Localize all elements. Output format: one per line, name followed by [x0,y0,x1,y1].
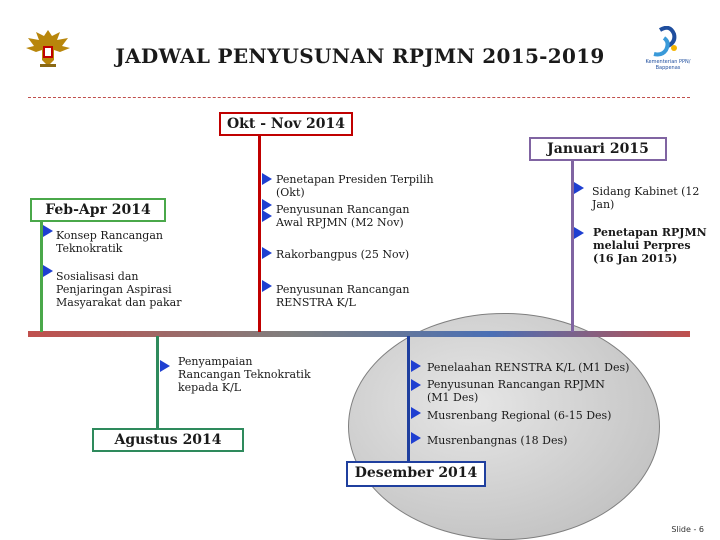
desember-item: Musrenbangnas (18 Des) [427,434,568,447]
arrow-icon [43,265,53,277]
okt-line [258,133,261,332]
desember-item: Penelaahan RENSTRA K/L (M1 Des) [427,361,630,374]
feb-item: Sosialisasi dan Penjaringan Aspirasi Masyarakat dan pakar [56,270,182,309]
title-divider [28,97,690,98]
arrow-icon [411,407,421,419]
arrow-icon [262,173,272,185]
arrow-icon [262,210,272,222]
desember-item: Musrenbang Regional (6-15 Des) [427,409,612,422]
bappenas-logo-text: Kementerian PPN/ Bappenas [645,59,691,71]
milestone-agustus: Agustus 2014 [92,428,244,452]
januari-item: Penetapan RPJMN melalui Perpres (16 Jan 2015) [593,226,707,265]
milestone-feb-apr: Feb-Apr 2014 [30,198,166,222]
arrow-icon [43,225,53,237]
arrow-icon [262,247,272,259]
page-title: JADWAL PENYUSUNAN RPJMN 2015-2019 [115,44,605,68]
okt-item: Penyusunan Rancangan RENSTRA K/L [276,283,410,309]
arrow-icon [574,227,584,239]
milestone-januari: Januari 2015 [529,137,667,161]
arrow-icon [411,432,421,444]
agustus-line [156,336,159,428]
arrow-icon [411,360,421,372]
januari-item: Sidang Kabinet (12 Jan) [592,185,700,211]
arrow-icon [160,360,170,372]
timeline-bar [28,331,690,337]
desember-line [407,336,410,461]
slide-number: Slide - 6 [671,525,704,534]
arrow-icon [574,182,584,194]
arrow-icon [262,280,272,292]
arrow-icon [411,379,421,391]
desember-item: Penyusunan Rancangan RPJMN (M1 Des) [427,378,605,404]
agustus-item: Penyampaian Rancangan Teknokratik kepada K/L [178,355,311,394]
okt-item: Rakorbangpus (25 Nov) [276,248,410,261]
milestone-desember: Desember 2014 [346,461,486,487]
milestone-okt-nov: Okt - Nov 2014 [219,112,353,136]
desember-ellipse [348,313,660,540]
okt-item: Penetapan Presiden Terpilih (Okt) [276,173,434,199]
okt-item: Penyusunan Rancangan Awal RPJMN (M2 Nov) [276,203,410,229]
feb-item: Konsep Rancangan Teknokratik [56,229,163,255]
